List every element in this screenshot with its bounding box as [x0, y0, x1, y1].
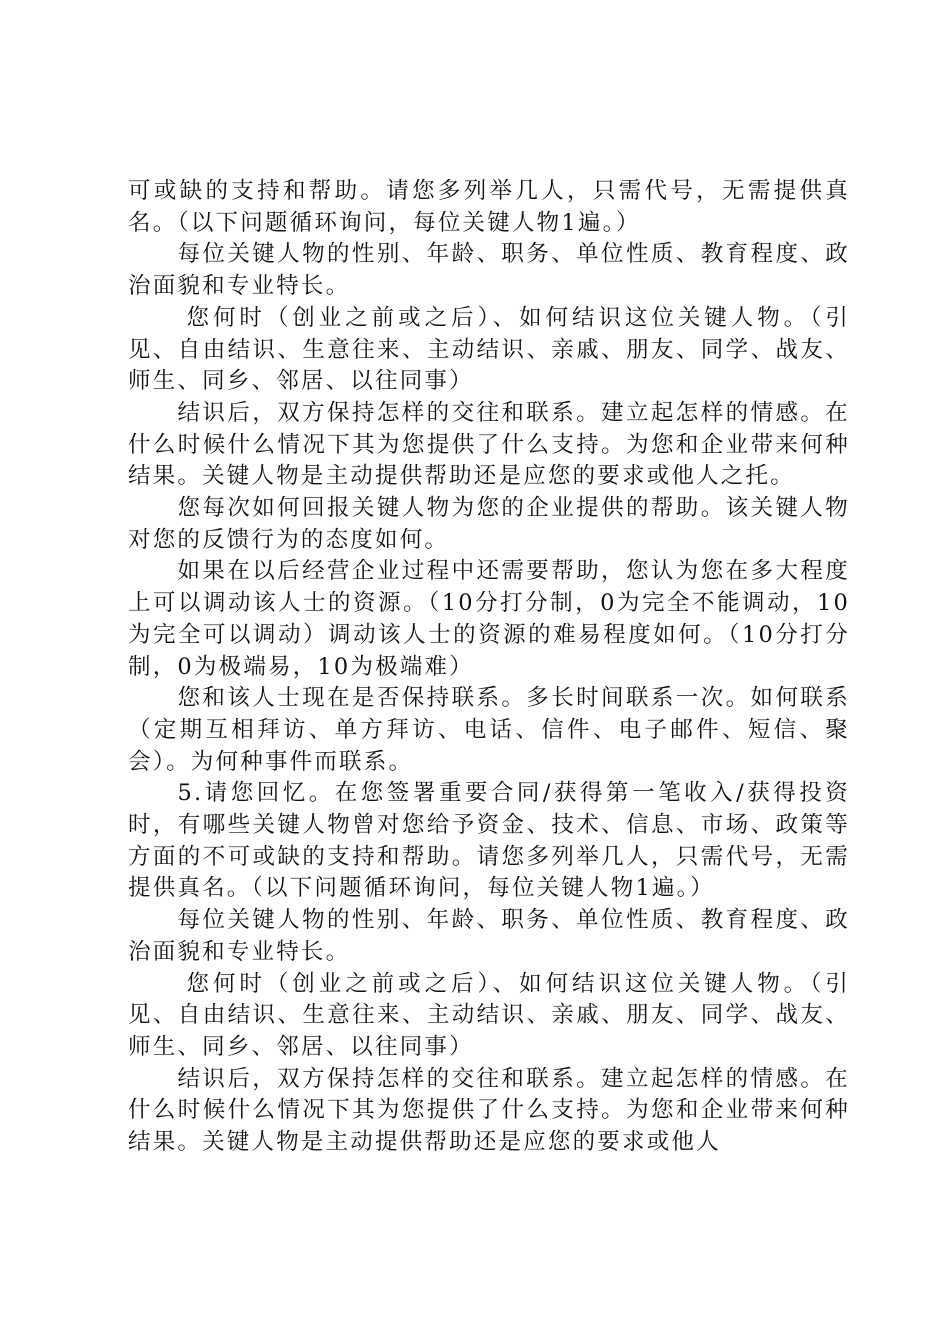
paragraph-contact-frequency: 您和该人士现在是否保持联系。多长时间联系一次。如何联系（定期互相拜访、单方拜访、电话、信件、电子邮件、短信、聚会）。为何种事件而联系。	[128, 685, 850, 775]
paragraph-how-met: 您何时（创业之前或之后）、如何结识这位关键人物。（引见、自由结识、生意往来、主动结识、亲戚、朋友、同学、战友、师生、同乡、邻居、以往同事）	[128, 304, 850, 395]
paragraph-resource-rating: 如果在以后经营企业过程中还需要帮助，您认为您在多大程度上可以调动该人士的资源。（10分打分制，0为完全不能调动，10为完全可以调动）调动该人士的资源的难易程度如何。（10分打分制，0为极端易，10为极端难）	[128, 558, 850, 680]
paragraph-person-profile: 每位关键人物的性别、年龄、职务、单位性质、教育程度、政治面貌和专业特长。	[128, 241, 850, 300]
paragraph-relationship-2: 结识后，双方保持怎样的交往和联系。建立起怎样的情感。在什么时候什么情况下其为您提供了什么支持。为您和企业带来何种结果。关键人物是主动提供帮助还是应您的要求或他人	[128, 1065, 850, 1156]
paragraph-repayment: 您每次如何回报关键人物为您的企业提供的帮助。该关键人物对您的反馈行为的态度如何。	[128, 495, 850, 553]
paragraph-person-profile-2: 每位关键人物的性别、年龄、职务、单位性质、教育程度、政治面貌和专业特长。	[128, 907, 850, 965]
paragraph-continued-support: 可或缺的支持和帮助。请您多列举几人，只需代号，无需提供真名。（以下问题循环询问，每位关键人物1遍。）	[128, 178, 850, 236]
paragraph-how-met-2: 您何时（创业之前或之后）、如何结识这位关键人物。（引见、自由结识、生意往来、主动结识、亲戚、朋友、同学、战友、师生、同乡、邻居、以往同事）	[128, 970, 850, 1060]
document-page	[128, 176, 850, 1159]
paragraph-relationship: 结识后，双方保持怎样的交往和联系。建立起怎样的情感。在什么时候什么情况下其为您提供了什么支持。为您和企业带来何种结果。关键人物是主动提供帮助还是应您的要求或他人之托。	[128, 399, 850, 490]
paragraph-question-5: 5.请您回忆。在您签署重要合同/获得第一笔收入/获得投资时，有哪些关键人物曾对您给予资金、技术、信息、市场、政策等方面的不可或缺的支持和帮助。请您多列举几人，只需代号，无需提供真名。（以下问题循环询问，每位关键人物1遍。）	[128, 780, 850, 902]
